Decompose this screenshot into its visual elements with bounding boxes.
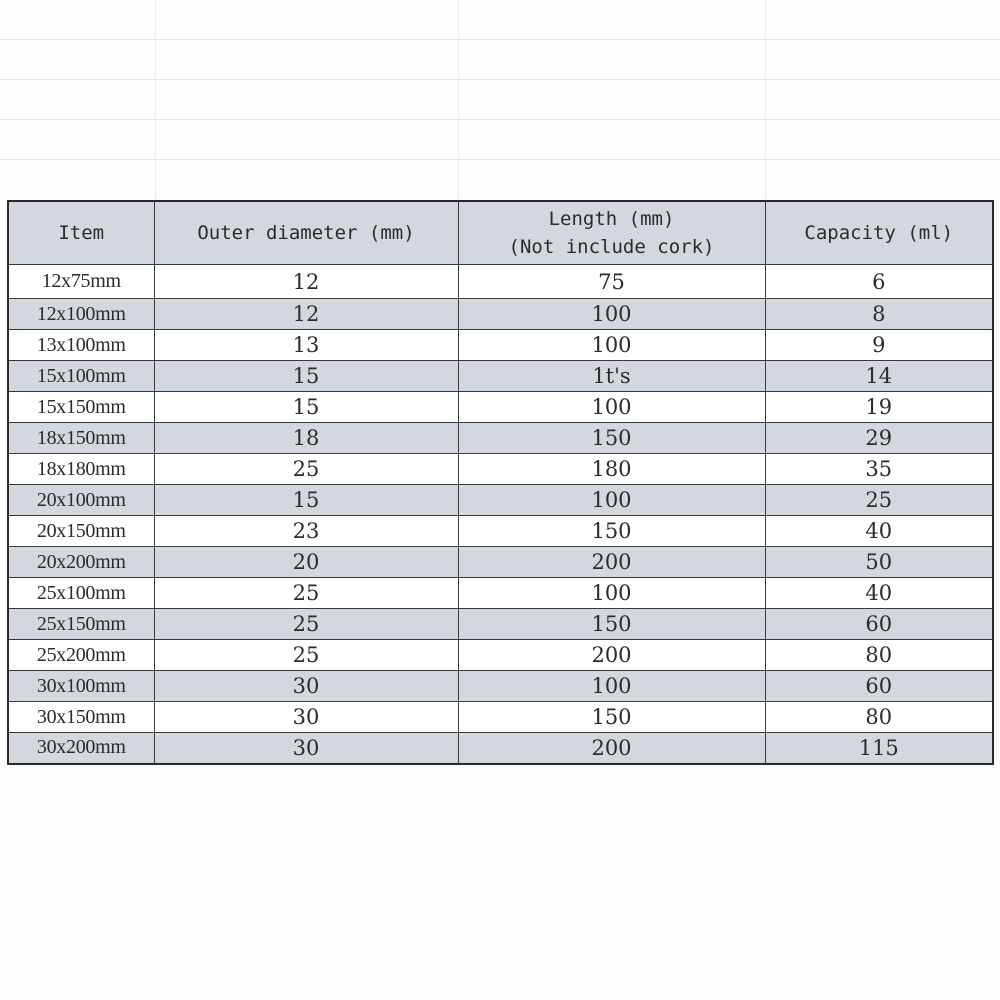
cell-outer-diameter: 30 bbox=[154, 671, 458, 702]
cell-item: 18x150mm bbox=[8, 423, 154, 454]
header-length-line2: (Not include cork) bbox=[508, 236, 715, 258]
table-body bbox=[8, 265, 993, 764]
table-row bbox=[8, 361, 993, 392]
cell-length: 100 bbox=[458, 671, 765, 702]
cell-item: 30x150mm bbox=[8, 702, 154, 733]
cell-item: 20x100mm bbox=[8, 485, 154, 516]
cell-length: 150 bbox=[458, 702, 765, 733]
cell-capacity: 80 bbox=[765, 702, 993, 733]
table-row bbox=[8, 702, 993, 733]
cell-item: 20x200mm bbox=[8, 547, 154, 578]
cell-length: 100 bbox=[458, 485, 765, 516]
cell-length: 150 bbox=[458, 516, 765, 547]
cell-item: 30x100mm bbox=[8, 671, 154, 702]
header-capacity: Capacity (ml) bbox=[765, 201, 993, 265]
cell-outer-diameter: 25 bbox=[154, 640, 458, 671]
cell-outer-diameter: 25 bbox=[154, 454, 458, 485]
cell-capacity: 115 bbox=[765, 733, 993, 764]
header-length bbox=[458, 201, 765, 265]
table-row bbox=[8, 733, 993, 764]
cell-length: 100 bbox=[458, 330, 765, 361]
cell-capacity: 25 bbox=[765, 485, 993, 516]
gridline bbox=[0, 39, 1000, 40]
header-item: Item bbox=[8, 201, 154, 265]
cell-capacity: 50 bbox=[765, 547, 993, 578]
table-row bbox=[8, 392, 993, 423]
cell-length: 200 bbox=[458, 640, 765, 671]
cell-item: 30x200mm bbox=[8, 733, 154, 764]
table-row bbox=[8, 578, 993, 609]
header-outer-diameter: Outer diameter (mm) bbox=[154, 201, 458, 265]
cell-outer-diameter: 25 bbox=[154, 609, 458, 640]
cell-outer-diameter: 15 bbox=[154, 392, 458, 423]
cell-capacity: 60 bbox=[765, 609, 993, 640]
cell-item: 13x100mm bbox=[8, 330, 154, 361]
table-header-row bbox=[8, 201, 993, 265]
cell-capacity: 40 bbox=[765, 516, 993, 547]
gridline bbox=[0, 79, 1000, 80]
gridline-vertical bbox=[155, 0, 156, 200]
cell-capacity: 14 bbox=[765, 361, 993, 392]
cell-outer-diameter: 20 bbox=[154, 547, 458, 578]
table-row bbox=[8, 609, 993, 640]
table-row bbox=[8, 423, 993, 454]
cell-outer-diameter: 23 bbox=[154, 516, 458, 547]
table-row bbox=[8, 299, 993, 330]
cell-length: 200 bbox=[458, 733, 765, 764]
cell-capacity: 19 bbox=[765, 392, 993, 423]
cell-outer-diameter: 12 bbox=[154, 299, 458, 330]
table-row bbox=[8, 485, 993, 516]
cell-outer-diameter: 13 bbox=[154, 330, 458, 361]
cell-length: 100 bbox=[458, 392, 765, 423]
gridline bbox=[0, 119, 1000, 120]
cell-outer-diameter: 15 bbox=[154, 361, 458, 392]
table-row bbox=[8, 671, 993, 702]
cell-item: 25x150mm bbox=[8, 609, 154, 640]
cell-capacity: 9 bbox=[765, 330, 993, 361]
cell-length: 1t's bbox=[458, 361, 765, 392]
cell-length: 180 bbox=[458, 454, 765, 485]
cell-outer-diameter: 12 bbox=[154, 265, 458, 299]
cell-capacity: 60 bbox=[765, 671, 993, 702]
table-row bbox=[8, 454, 993, 485]
cell-length: 200 bbox=[458, 547, 765, 578]
cell-item: 18x180mm bbox=[8, 454, 154, 485]
cell-item: 25x100mm bbox=[8, 578, 154, 609]
cell-outer-diameter: 30 bbox=[154, 702, 458, 733]
cell-item: 12x100mm bbox=[8, 299, 154, 330]
gridline-vertical bbox=[458, 0, 459, 200]
table-row bbox=[8, 516, 993, 547]
cell-capacity: 6 bbox=[765, 265, 993, 299]
cell-item: 20x150mm bbox=[8, 516, 154, 547]
table-row bbox=[8, 640, 993, 671]
cell-capacity: 80 bbox=[765, 640, 993, 671]
gridline bbox=[0, 159, 1000, 160]
cell-outer-diameter: 25 bbox=[154, 578, 458, 609]
cell-item: 15x100mm bbox=[8, 361, 154, 392]
cell-item: 25x200mm bbox=[8, 640, 154, 671]
cell-capacity: 8 bbox=[765, 299, 993, 330]
cell-length: 150 bbox=[458, 609, 765, 640]
table-row bbox=[8, 330, 993, 361]
specification-table bbox=[7, 200, 994, 765]
table-row bbox=[8, 265, 993, 299]
header-length-line1: Length (mm) bbox=[548, 208, 675, 230]
cell-length: 100 bbox=[458, 299, 765, 330]
cell-capacity: 40 bbox=[765, 578, 993, 609]
cell-length: 75 bbox=[458, 265, 765, 299]
cell-item: 15x150mm bbox=[8, 392, 154, 423]
cell-capacity: 35 bbox=[765, 454, 993, 485]
cell-length: 100 bbox=[458, 578, 765, 609]
cell-outer-diameter: 30 bbox=[154, 733, 458, 764]
cell-capacity: 29 bbox=[765, 423, 993, 454]
table-row bbox=[8, 547, 993, 578]
cell-length: 150 bbox=[458, 423, 765, 454]
gridline-vertical bbox=[765, 0, 766, 200]
cell-outer-diameter: 15 bbox=[154, 485, 458, 516]
cell-item: 12x75mm bbox=[8, 265, 154, 299]
cell-outer-diameter: 18 bbox=[154, 423, 458, 454]
